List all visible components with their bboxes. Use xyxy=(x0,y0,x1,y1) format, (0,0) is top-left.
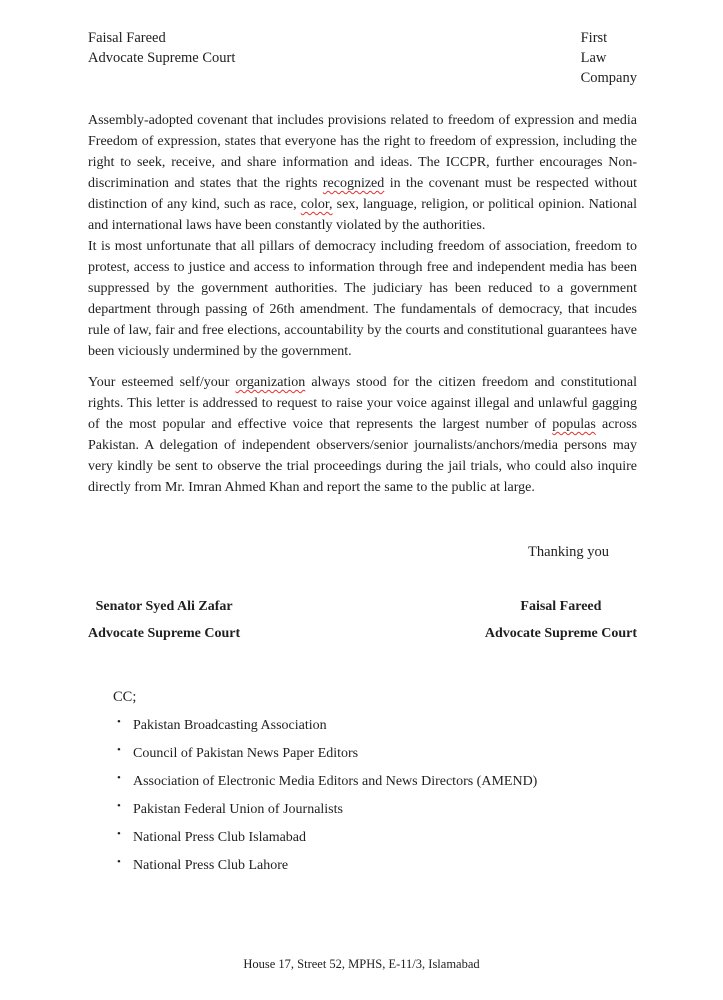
cc-item xyxy=(117,771,637,792)
misspelled-organization: organization xyxy=(235,375,306,390)
letterhead-block xyxy=(581,28,637,88)
bullet-icon: • xyxy=(117,800,121,812)
paragraph-text: in the covenant must be respected without distinction of any kind, such as race, xyxy=(88,176,637,212)
closing-thanks: Thanking you xyxy=(528,544,609,560)
sender-name: Faisal Fareed xyxy=(88,30,166,46)
cc-item xyxy=(117,799,637,820)
paragraph-text: always stood for the citizen freedom and constitutional rights. This letter is addressed to request to raise your voice against illegal and unlawful gagging of the most popular and effective voice that represents the largest number of xyxy=(88,375,637,432)
letter-header xyxy=(88,28,637,88)
signatory-name-right: Faisal Fareed xyxy=(520,599,602,614)
bullet-icon: • xyxy=(117,828,121,840)
sender-block xyxy=(88,28,235,68)
cc-item xyxy=(117,743,637,764)
cc-label: CC; xyxy=(113,689,137,705)
bullet-icon: • xyxy=(117,856,121,868)
letterhead-line-1: First xyxy=(580,30,608,46)
paragraph-text: sex, language, religion, or political opinion. National and international laws have been constantly violated by the authorities. xyxy=(88,197,637,233)
footer-address: House 17, Street 52, MPHS, E-11/3, Islamabad xyxy=(243,957,480,971)
signature-left xyxy=(88,593,240,647)
cc-item-text: Pakistan Broadcasting Association xyxy=(133,718,327,733)
cc-item xyxy=(117,715,637,736)
sender-title: Advocate Supreme Court xyxy=(88,50,236,66)
paragraph-text: Assembly-adopted covenant that includes provisions related to freedom of expression and media Freedom of expression, states that everyone has the right to freedom of expression, including the right to seek, receive, and share information and ideas. The ICCPR, further encourages Non-discrimination and states that the rights xyxy=(88,113,637,191)
signatory-name-left: Senator Syed Ali Zafar xyxy=(95,599,233,614)
bullet-icon: • xyxy=(117,744,121,756)
paragraph-text: across Pakistan. A delegation of independent observers/senior journalists/anchors/media persons may very kindly be sent to observe the trial proceedings during the jail trials, who could also inquire directly from Mr. Imran Ahmed Khan and report the same to the public at large. xyxy=(88,417,637,495)
cc-item-text: Association of Electronic Media Editors and News Directors (AMEND) xyxy=(133,774,538,789)
paragraph-text: Your esteemed self/your xyxy=(88,375,236,390)
bullet-icon: • xyxy=(117,716,121,728)
cc-item xyxy=(117,827,637,848)
misspelled-recognized: recognized xyxy=(322,176,385,191)
signatory-title-left: Advocate Supreme Court xyxy=(88,626,241,641)
misspelled-populas: populas xyxy=(552,417,596,432)
cc-item-text: Council of Pakistan News Paper Editors xyxy=(133,746,359,761)
letterhead-line-2: Law xyxy=(580,50,607,66)
cc-item-text: National Press Club Islamabad xyxy=(133,830,307,845)
letterhead-line-3: Company xyxy=(580,70,637,86)
cc-item xyxy=(117,855,637,876)
bullet-icon: • xyxy=(117,772,121,784)
cc-item-text: Pakistan Federal Union of Journalists xyxy=(133,802,343,817)
cc-section xyxy=(88,687,637,876)
misspelled-color: color, xyxy=(300,197,333,212)
signature-right xyxy=(485,593,637,647)
signatory-title-right: Advocate Supreme Court xyxy=(484,626,637,641)
cc-list xyxy=(88,715,637,876)
letter-body xyxy=(88,110,637,876)
paragraph-covenant xyxy=(88,110,637,236)
signature-row xyxy=(88,593,637,647)
paragraph-democracy: It is most unfortunate that all pillars of democracy including freedom of association, freedom to protest, access to justice and access to information through free and independent media has been suppressed by the government authorities. The judiciary has been reduced to a government department through passing of 26th amendment. The fundamentals of democracy, that incudes rule of law, fair and free elections, accountability by the courts and constitutional guarantees have been viciously undermined by the government. xyxy=(88,239,637,359)
cc-item-text: National Press Club Lahore xyxy=(133,858,289,873)
paragraph-request xyxy=(88,372,637,498)
